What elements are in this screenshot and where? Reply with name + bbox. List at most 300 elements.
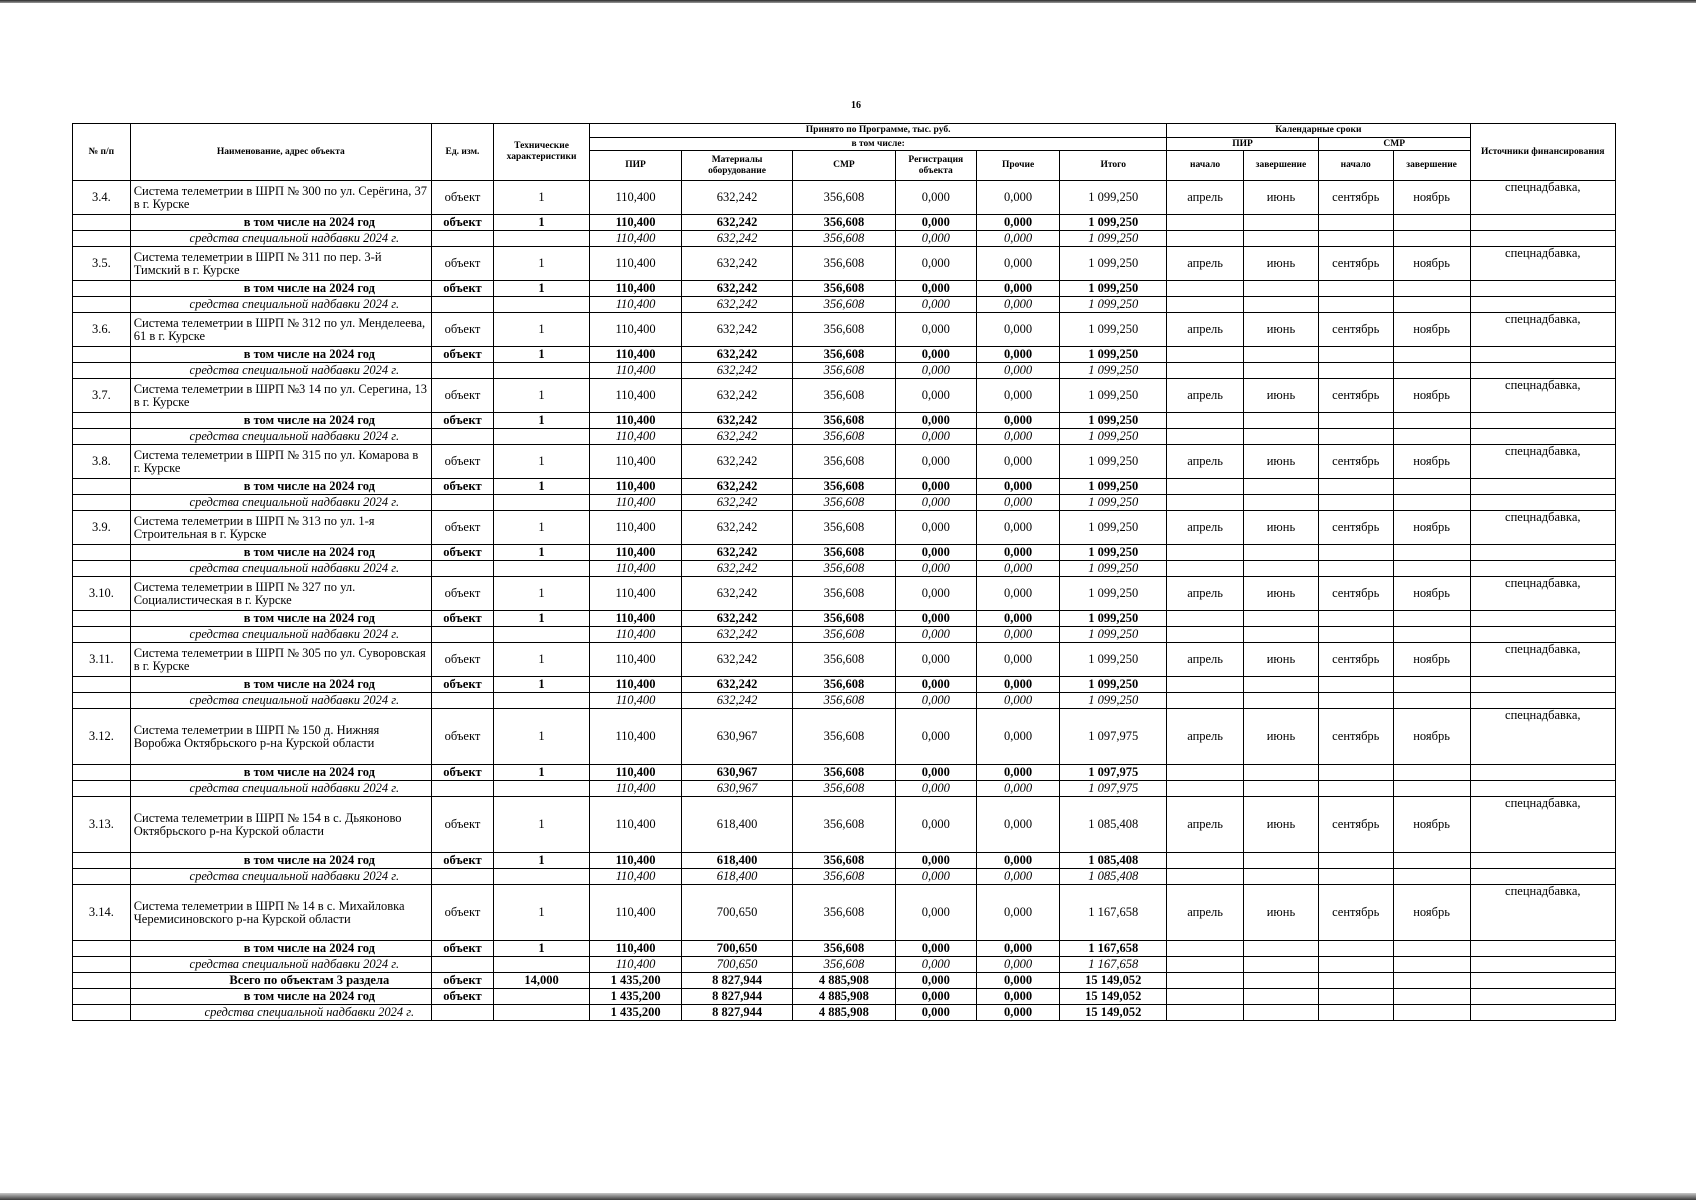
item-source: спецнадбавка, [1470, 247, 1615, 281]
table-row [73, 577, 1616, 611]
empty-cell [1244, 627, 1319, 643]
year-other: 0,000 [976, 413, 1059, 429]
header-name: Наименование, адрес объекта [130, 124, 431, 181]
year-label: в том числе на 2024 год [130, 479, 431, 495]
empty-cell [1244, 429, 1319, 445]
item-smr-end: ноябрь [1393, 643, 1470, 677]
empty-cell [1393, 677, 1470, 693]
table-row [73, 797, 1616, 853]
item-smr-start: сентябрь [1318, 511, 1393, 545]
empty-cell [1470, 853, 1615, 869]
item-source: спецнадбавка, [1470, 797, 1615, 853]
item-smr-start: сентябрь [1318, 709, 1393, 765]
header-smr-finish: завершение [1393, 151, 1470, 181]
year-label: в том числе на 2024 год [130, 941, 431, 957]
item-smr-start: сентябрь [1318, 247, 1393, 281]
fund-smr: 356,608 [793, 693, 896, 709]
table-row [73, 445, 1616, 479]
item-source: спецнадбавка, [1470, 181, 1615, 215]
total-unit: объект [432, 973, 494, 989]
item-quantity: 1 [493, 511, 589, 545]
empty-cell [1393, 973, 1470, 989]
year-label: в том числе на 2024 год [130, 413, 431, 429]
year-label: в том числе на 2024 год [130, 347, 431, 363]
empty-cell [1318, 413, 1393, 429]
year-mat: 632,242 [682, 281, 793, 297]
fund-reg: 0,000 [895, 869, 976, 885]
item-unit: объект [432, 797, 494, 853]
empty-cell [1318, 561, 1393, 577]
item-number: 3.14. [73, 885, 131, 941]
empty-cell [73, 297, 131, 313]
item-pir-start: апрель [1167, 885, 1244, 941]
item-quantity: 1 [493, 281, 589, 297]
empty-cell [1244, 693, 1319, 709]
item-unit: объект [432, 479, 494, 495]
table-row [73, 611, 1616, 627]
fund-other: 0,000 [976, 561, 1059, 577]
empty-cell [1393, 957, 1470, 973]
item-unit: объект [432, 215, 494, 231]
total-other: 0,000 [976, 973, 1059, 989]
year-mat: 632,242 [682, 611, 793, 627]
table-row [73, 545, 1616, 561]
item-smr-end: ноябрь [1393, 577, 1470, 611]
year-mat: 630,967 [682, 765, 793, 781]
item-pir: 110,400 [590, 643, 682, 677]
item-total: 1 099,250 [1060, 313, 1167, 347]
fund-label: средства специальной надбавки 2024 г. [130, 957, 431, 973]
item-unit: объект [432, 677, 494, 693]
empty-cell [1470, 989, 1615, 1005]
item-number: 3.12. [73, 709, 131, 765]
empty-cell [1244, 765, 1319, 781]
year-pir: 110,400 [590, 941, 682, 957]
total-pir: 1 435,200 [590, 1005, 682, 1021]
item-total: 1 167,658 [1060, 885, 1167, 941]
fund-mat: 632,242 [682, 297, 793, 313]
item-unit: объект [432, 577, 494, 611]
item-number: 3.9. [73, 511, 131, 545]
year-pir: 110,400 [590, 347, 682, 363]
fund-label: средства специальной надбавки 2024 г. [130, 693, 431, 709]
item-pir-end: июнь [1244, 181, 1319, 215]
empty-cell [1167, 231, 1244, 247]
fund-other: 0,000 [976, 627, 1059, 643]
item-unit: объект [432, 941, 494, 957]
year-mat: 632,242 [682, 479, 793, 495]
table-row [73, 853, 1616, 869]
empty-cell [1167, 677, 1244, 693]
empty-cell [1393, 495, 1470, 511]
item-other: 0,000 [976, 709, 1059, 765]
fund-other: 0,000 [976, 957, 1059, 973]
empty-cell [1393, 611, 1470, 627]
empty-cell [1470, 479, 1615, 495]
table-body [73, 181, 1616, 1021]
item-smr: 356,608 [793, 577, 896, 611]
item-reg: 0,000 [895, 511, 976, 545]
year-other: 0,000 [976, 545, 1059, 561]
item-smr: 356,608 [793, 885, 896, 941]
item-smr: 356,608 [793, 797, 896, 853]
item-pir: 110,400 [590, 709, 682, 765]
total-label: в том числе на 2024 год [130, 989, 431, 1005]
table-row [73, 495, 1616, 511]
fund-smr: 356,608 [793, 231, 896, 247]
item-quantity: 1 [493, 611, 589, 627]
year-smr: 356,608 [793, 479, 896, 495]
empty-cell [1318, 1005, 1393, 1021]
item-smr-start: сентябрь [1318, 885, 1393, 941]
empty-cell [1318, 989, 1393, 1005]
fund-other: 0,000 [976, 429, 1059, 445]
empty-cell [1167, 429, 1244, 445]
item-pir-start: апрель [1167, 445, 1244, 479]
empty-cell [1244, 545, 1319, 561]
empty-cell [73, 545, 131, 561]
empty-cell [1470, 1005, 1615, 1021]
item-total: 1 097,975 [1060, 709, 1167, 765]
empty-cell [73, 413, 131, 429]
empty-cell [1470, 281, 1615, 297]
table-row [73, 765, 1616, 781]
empty-cell [1244, 479, 1319, 495]
fund-reg: 0,000 [895, 957, 976, 973]
empty-cell [1244, 347, 1319, 363]
total-label: средства специальной надбавки 2024 г. [130, 1005, 431, 1021]
item-total: 1 099,250 [1060, 181, 1167, 215]
item-quantity: 1 [493, 853, 589, 869]
item-name: Система телеметрии в ШРП № 313 по ул. 1-я Строительная в г. Курске [130, 511, 431, 545]
year-reg: 0,000 [895, 677, 976, 693]
table-row [73, 869, 1616, 885]
item-pir: 110,400 [590, 797, 682, 853]
empty-cell [1318, 853, 1393, 869]
item-mat: 700,650 [682, 885, 793, 941]
scan-edge-top [0, 0, 1696, 3]
item-mat: 632,242 [682, 445, 793, 479]
year-other: 0,000 [976, 853, 1059, 869]
fund-mat: 632,242 [682, 231, 793, 247]
fund-mat: 630,967 [682, 781, 793, 797]
item-quantity: 1 [493, 577, 589, 611]
fund-smr: 356,608 [793, 561, 896, 577]
total-total: 15 149,052 [1060, 973, 1167, 989]
empty-cell [493, 627, 589, 643]
year-smr: 356,608 [793, 941, 896, 957]
item-total: 1 085,408 [1060, 797, 1167, 853]
total-mat: 8 827,944 [682, 973, 793, 989]
empty-cell [1470, 297, 1615, 313]
empty-cell [1318, 545, 1393, 561]
empty-cell [493, 495, 589, 511]
item-quantity: 1 [493, 885, 589, 941]
empty-cell [1167, 281, 1244, 297]
item-quantity: 1 [493, 941, 589, 957]
empty-cell [1167, 413, 1244, 429]
item-quantity: 1 [493, 181, 589, 215]
item-other: 0,000 [976, 643, 1059, 677]
empty-cell [1244, 215, 1319, 231]
year-pir: 110,400 [590, 545, 682, 561]
item-source: спецнадбавка, [1470, 709, 1615, 765]
empty-cell [1318, 677, 1393, 693]
item-smr-start: сентябрь [1318, 577, 1393, 611]
year-smr: 356,608 [793, 215, 896, 231]
fund-label: средства специальной надбавки 2024 г. [130, 627, 431, 643]
item-mat: 618,400 [682, 797, 793, 853]
header-including: в том числе: [590, 138, 1167, 151]
header-sources: Источники финансирования [1470, 124, 1615, 181]
year-other: 0,000 [976, 611, 1059, 627]
header-pir-start: начало [1167, 151, 1244, 181]
item-pir-start: апрель [1167, 313, 1244, 347]
table-row [73, 643, 1616, 677]
fund-pir: 110,400 [590, 781, 682, 797]
total-reg: 0,000 [895, 1005, 976, 1021]
empty-cell [432, 781, 494, 797]
item-total: 1 099,250 [1060, 577, 1167, 611]
header-smr: СМР [793, 151, 896, 181]
empty-cell [432, 495, 494, 511]
header-unit: Ед. изм. [432, 124, 494, 181]
total-row [73, 1005, 1616, 1021]
empty-cell [1393, 297, 1470, 313]
item-pir-end: июнь [1244, 445, 1319, 479]
year-other: 0,000 [976, 347, 1059, 363]
item-mat: 632,242 [682, 181, 793, 215]
item-other: 0,000 [976, 577, 1059, 611]
header-registration: Регистрация объекта [895, 151, 976, 181]
item-smr-end: ноябрь [1393, 797, 1470, 853]
year-mat: 632,242 [682, 545, 793, 561]
year-label: в том числе на 2024 год [130, 677, 431, 693]
empty-cell [1470, 677, 1615, 693]
item-quantity: 1 [493, 677, 589, 693]
empty-cell [73, 869, 131, 885]
empty-cell [1470, 231, 1615, 247]
year-other: 0,000 [976, 215, 1059, 231]
table-row [73, 627, 1616, 643]
fund-pir: 110,400 [590, 363, 682, 379]
year-reg: 0,000 [895, 941, 976, 957]
header-num: № п/п [73, 124, 131, 181]
fund-smr: 356,608 [793, 297, 896, 313]
item-name: Система телеметрии в ШРП № 154 в с. Дьяконово Октябрьского р-на Курской области [130, 797, 431, 853]
empty-cell [1393, 231, 1470, 247]
item-reg: 0,000 [895, 313, 976, 347]
empty-cell [1470, 429, 1615, 445]
item-smr: 356,608 [793, 181, 896, 215]
table-row [73, 479, 1616, 495]
empty-cell [1393, 215, 1470, 231]
fund-total: 1 097,975 [1060, 781, 1167, 797]
item-mat: 632,242 [682, 379, 793, 413]
total-smr: 4 885,908 [793, 973, 896, 989]
empty-cell [1244, 973, 1319, 989]
item-smr-end: ноябрь [1393, 511, 1470, 545]
header-cal-smr: СМР [1318, 138, 1470, 151]
item-pir-start: апрель [1167, 247, 1244, 281]
year-mat: 632,242 [682, 413, 793, 429]
empty-cell [73, 231, 131, 247]
year-total: 1 099,250 [1060, 347, 1167, 363]
empty-cell [432, 231, 494, 247]
fund-mat: 632,242 [682, 429, 793, 445]
year-label: в том числе на 2024 год [130, 611, 431, 627]
table-row [73, 231, 1616, 247]
item-name: Система телеметрии в ШРП № 327 по ул. Социалистическая в г. Курске [130, 577, 431, 611]
item-unit: объект [432, 247, 494, 281]
year-total: 1 099,250 [1060, 611, 1167, 627]
empty-cell [1393, 561, 1470, 577]
item-pir: 110,400 [590, 313, 682, 347]
empty-cell [73, 693, 131, 709]
fund-total: 1 099,250 [1060, 363, 1167, 379]
fund-other: 0,000 [976, 231, 1059, 247]
empty-cell [1167, 693, 1244, 709]
fund-smr: 356,608 [793, 781, 896, 797]
item-quantity: 1 [493, 797, 589, 853]
empty-cell [1470, 561, 1615, 577]
empty-cell [1318, 869, 1393, 885]
empty-cell [1470, 627, 1615, 643]
empty-cell [1393, 627, 1470, 643]
empty-cell [1470, 611, 1615, 627]
total-row [73, 989, 1616, 1005]
empty-cell [1470, 215, 1615, 231]
item-mat: 632,242 [682, 313, 793, 347]
fund-mat: 632,242 [682, 627, 793, 643]
fund-reg: 0,000 [895, 495, 976, 511]
item-reg: 0,000 [895, 885, 976, 941]
empty-cell [1393, 413, 1470, 429]
empty-cell [493, 693, 589, 709]
empty-cell [73, 347, 131, 363]
item-source: спецнадбавка, [1470, 577, 1615, 611]
item-reg: 0,000 [895, 181, 976, 215]
item-pir-start: апрель [1167, 181, 1244, 215]
item-pir-end: июнь [1244, 643, 1319, 677]
year-total: 1 099,250 [1060, 479, 1167, 495]
item-unit: объект [432, 379, 494, 413]
year-reg: 0,000 [895, 215, 976, 231]
empty-cell [1167, 495, 1244, 511]
empty-cell [1393, 429, 1470, 445]
year-label: в том числе на 2024 год [130, 215, 431, 231]
item-unit: объект [432, 545, 494, 561]
year-total: 1 099,250 [1060, 677, 1167, 693]
empty-cell [1470, 765, 1615, 781]
item-pir: 110,400 [590, 379, 682, 413]
fund-reg: 0,000 [895, 429, 976, 445]
item-pir-start: апрель [1167, 511, 1244, 545]
year-reg: 0,000 [895, 479, 976, 495]
total-smr: 4 885,908 [793, 1005, 896, 1021]
total-unit [432, 1005, 494, 1021]
year-total: 1 085,408 [1060, 853, 1167, 869]
fund-total: 1 099,250 [1060, 495, 1167, 511]
empty-cell [73, 973, 131, 989]
empty-cell [73, 1005, 131, 1021]
fund-mat: 632,242 [682, 363, 793, 379]
year-smr: 356,608 [793, 677, 896, 693]
item-name: Система телеметрии в ШРП №3 14 по ул. Серегина, 13 в г. Курске [130, 379, 431, 413]
fund-total: 1 085,408 [1060, 869, 1167, 885]
fund-total: 1 167,658 [1060, 957, 1167, 973]
fund-mat: 632,242 [682, 495, 793, 511]
fund-total: 1 099,250 [1060, 429, 1167, 445]
year-total: 1 097,975 [1060, 765, 1167, 781]
empty-cell [1167, 957, 1244, 973]
year-other: 0,000 [976, 941, 1059, 957]
year-reg: 0,000 [895, 281, 976, 297]
fund-pir: 110,400 [590, 869, 682, 885]
year-smr: 356,608 [793, 413, 896, 429]
item-smr: 356,608 [793, 313, 896, 347]
empty-cell [432, 429, 494, 445]
year-reg: 0,000 [895, 413, 976, 429]
empty-cell [1318, 693, 1393, 709]
empty-cell [1167, 347, 1244, 363]
year-smr: 356,608 [793, 281, 896, 297]
table-row [73, 363, 1616, 379]
scan-edge-bottom [0, 1193, 1696, 1200]
fund-total: 1 099,250 [1060, 297, 1167, 313]
item-mat: 632,242 [682, 643, 793, 677]
empty-cell [1318, 973, 1393, 989]
item-other: 0,000 [976, 313, 1059, 347]
empty-cell [1318, 495, 1393, 511]
item-other: 0,000 [976, 181, 1059, 215]
empty-cell [1470, 941, 1615, 957]
item-unit: объект [432, 445, 494, 479]
item-number: 3.6. [73, 313, 131, 347]
empty-cell [1244, 677, 1319, 693]
empty-cell [1393, 781, 1470, 797]
table-row [73, 957, 1616, 973]
empty-cell [493, 363, 589, 379]
item-total: 1 099,250 [1060, 511, 1167, 545]
fund-label: средства специальной надбавки 2024 г. [130, 363, 431, 379]
empty-cell [1470, 347, 1615, 363]
item-smr-end: ноябрь [1393, 247, 1470, 281]
fund-pir: 110,400 [590, 693, 682, 709]
item-smr-end: ноябрь [1393, 445, 1470, 479]
item-pir: 110,400 [590, 885, 682, 941]
item-number: 3.7. [73, 379, 131, 413]
fund-mat: 700,650 [682, 957, 793, 973]
item-reg: 0,000 [895, 797, 976, 853]
empty-cell [73, 611, 131, 627]
header-cal-pir: ПИР [1167, 138, 1319, 151]
empty-cell [1244, 869, 1319, 885]
empty-cell [1318, 347, 1393, 363]
table-row [73, 347, 1616, 363]
empty-cell [1393, 545, 1470, 561]
fund-total: 1 099,250 [1060, 231, 1167, 247]
item-quantity: 1 [493, 313, 589, 347]
empty-cell [1393, 479, 1470, 495]
fund-pir: 110,400 [590, 561, 682, 577]
year-smr: 356,608 [793, 853, 896, 869]
total-quantity [493, 989, 589, 1005]
empty-cell [1470, 693, 1615, 709]
empty-cell [1393, 765, 1470, 781]
fund-label: средства специальной надбавки 2024 г. [130, 429, 431, 445]
item-quantity: 1 [493, 643, 589, 677]
